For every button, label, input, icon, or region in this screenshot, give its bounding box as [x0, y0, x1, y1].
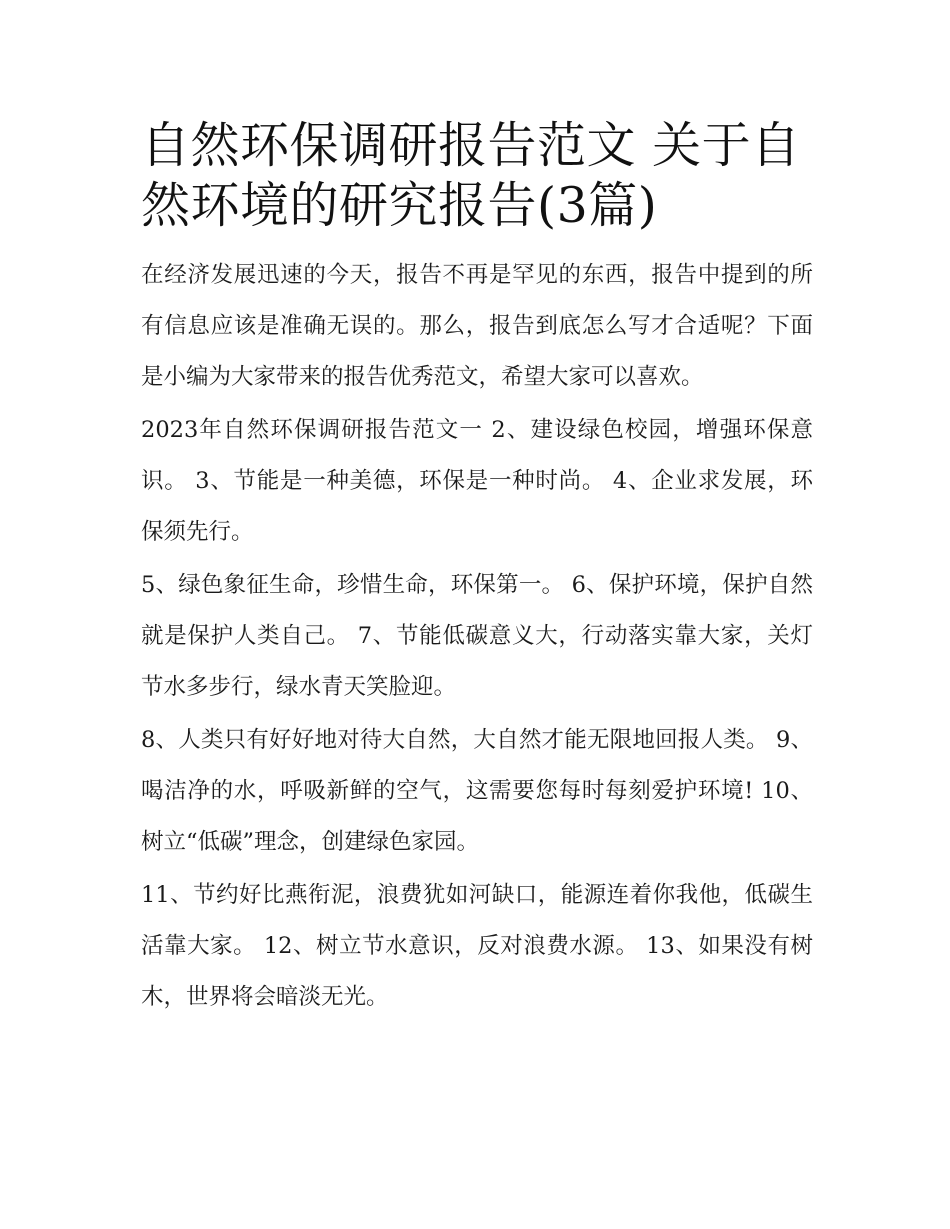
paragraph-slogans-3: 8、人类只有好好地对待大自然，大自然才能无限地回报人类。 9、喝洁净的水，呼吸新鲜的空气，这需要您每时每刻爱护环境! 10、树立“低碳”理念，创建绿色家园。 [141, 727, 813, 855]
document-page [141, 116, 813, 1025]
paragraph-slogans-2: 5、绿色象征生命，珍惜生命，环保第一。 6、保护环境，保护自然就是保护人类自己。 7、节能低碳意义大，行动落实靠大家，关灯节水多步行，绿水青天笑脸迎。 [141, 572, 813, 700]
paragraph-intro: 在经济发展迅速的今天，报告不再是罕见的东西，报告中提到的所有信息应该是准确无误的。那么，报告到底怎么写才合适呢？下面是小编为大家带来的报告优秀范文，希望大家可以喜欢。 [141, 262, 813, 390]
document-title: 自然环保调研报告范文 关于自然环境的研究报告(3篇) [141, 117, 801, 234]
paragraph-slogans-4: 11、节约好比燕衔泥，浪费犹如河缺口，能源连着你我他，低碳生活靠大家。 12、树立节水意识，反对浪费水源。 13、如果没有树木，世界将会暗淡无光。 [141, 882, 813, 1010]
paragraph-slogans-1: 2023年自然环保调研报告范文一 2、建设绿色校园，增强环保意识。 3、节能是一种美德，环保是一种时尚。 4、企业求发展，环保须先行。 [141, 417, 813, 545]
